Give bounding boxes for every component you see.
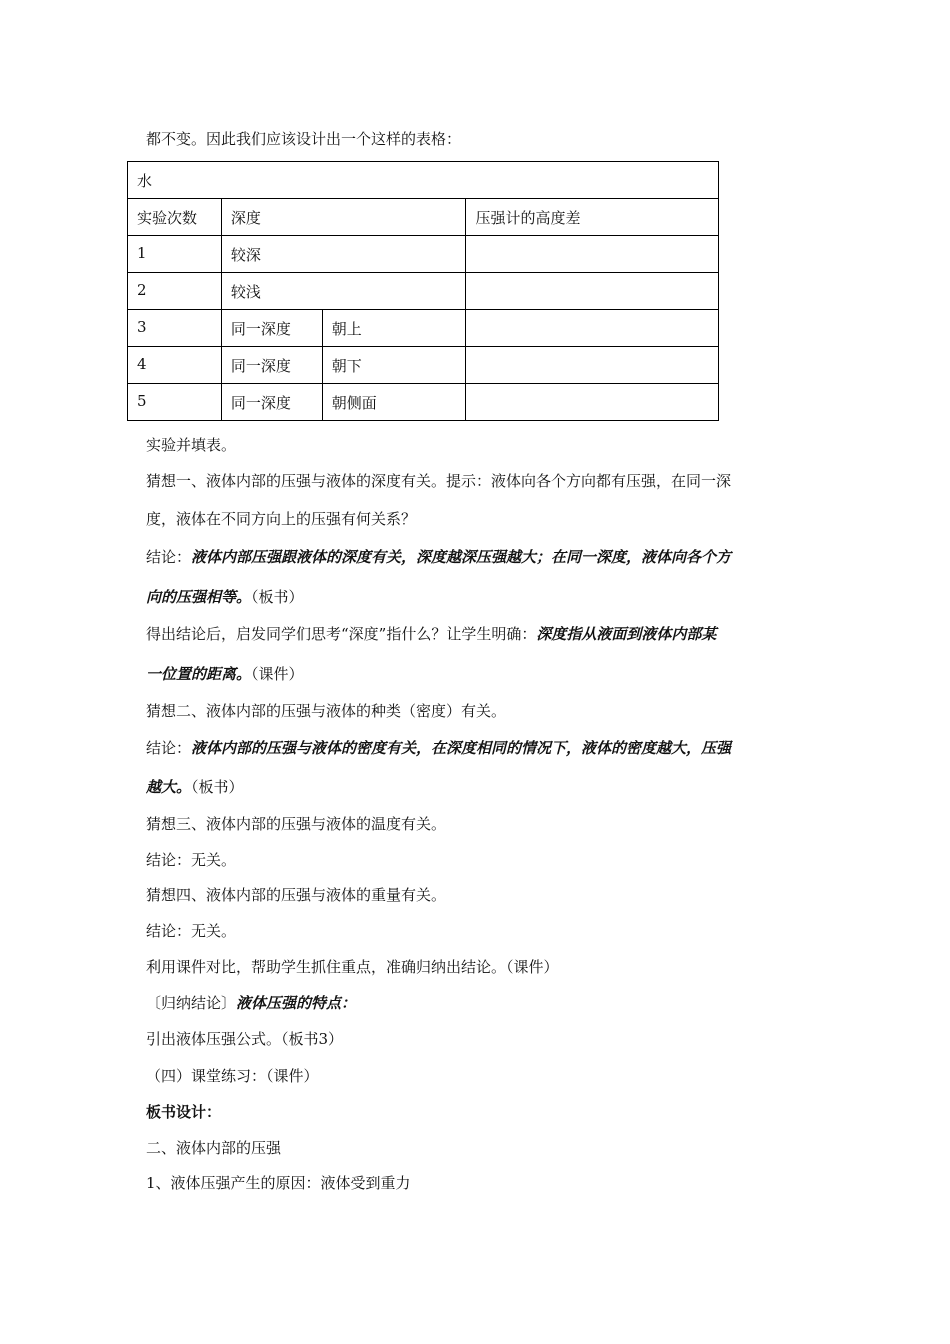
cell-trial: 3: [128, 310, 222, 347]
cell-pressure-diff: [466, 273, 719, 310]
cell-trial: 4: [128, 347, 222, 384]
table-row: [128, 273, 719, 310]
conclusion-emphasis: 越大。: [146, 778, 192, 796]
paragraph: 猜想二、液体内部的压强与液体的种类（密度）有关。: [146, 702, 507, 720]
paragraph: 二、液体内部的压强: [146, 1139, 282, 1157]
cell-direction: 朝上: [322, 310, 466, 347]
cell-pressure-diff: [466, 347, 719, 384]
header-trial: 实验次数: [128, 199, 222, 236]
cell-pressure-diff: [466, 384, 719, 421]
conclusion-2-cont: [146, 777, 244, 797]
conclusion-label: 结论：: [146, 548, 192, 566]
paragraph: 引出液体压强公式。（板书3）: [146, 1030, 344, 1048]
table-title: 水: [128, 162, 719, 199]
paragraph: 结论：无关。: [146, 922, 237, 940]
summary-emphasis: 液体压强的特点：: [236, 994, 357, 1012]
definition-emphasis: 深度指从液面到液体内部某: [536, 625, 717, 643]
paragraph: 猜想一、液体内部的压强与液体的深度有关。提示：液体向各个方向都有压强，在同一深: [146, 472, 732, 490]
cell-trial: 1: [128, 236, 222, 273]
table-row: [128, 384, 719, 421]
cell-pressure-diff: [466, 236, 719, 273]
paragraph: 1、液体压强产生的原因：液体受到重力: [146, 1174, 411, 1192]
table-header-row: [128, 199, 719, 236]
paragraph: 猜想四、液体内部的压强与液体的重量有关。: [146, 886, 447, 904]
conclusion-1: [146, 547, 731, 567]
paragraph: （四）课堂练习：（课件）: [146, 1067, 319, 1085]
intro-text: 都不变。因此我们应该设计出一个这样的表格：: [146, 130, 462, 148]
conclusion-1-cont: [146, 587, 304, 607]
paragraph: [146, 624, 716, 644]
conclusion-emphasis: 液体内部的压强与液体的密度有关，在深度相同的情况下，液体的密度越大，压强: [191, 739, 732, 757]
table-title-row: [128, 162, 719, 199]
header-depth: 深度: [221, 199, 466, 236]
conclusion-label: 结论：: [146, 739, 192, 757]
conclusion-emphasis: 向的压强相等。: [146, 588, 252, 606]
table-row: [128, 347, 719, 384]
note-tag: （板书）: [191, 778, 244, 796]
paragraph: 实验并填表。: [146, 436, 237, 454]
summary-line: [146, 993, 356, 1013]
paragraph: 猜想三、液体内部的压强与液体的温度有关。: [146, 815, 447, 833]
cell-depth: 较深: [221, 236, 466, 273]
paragraph: 结论：无关。: [146, 851, 237, 869]
cell-pressure-diff: [466, 310, 719, 347]
cell-depth: 较浅: [221, 273, 466, 310]
cell-trial: 5: [128, 384, 222, 421]
paragraph: 利用课件对比，帮助学生抓住重点，准确归纳出结论。（课件）: [146, 958, 559, 976]
cell-depth: 同一深度: [221, 384, 322, 421]
table-row: [128, 236, 719, 273]
cell-direction: 朝侧面: [322, 384, 466, 421]
note-tag: （板书）: [251, 588, 304, 606]
paragraph: [146, 664, 304, 684]
conclusion-2: [146, 738, 731, 758]
definition-emphasis: 一位置的距离。: [146, 665, 252, 683]
summary-label: 〔归纳结论〕: [146, 994, 237, 1012]
paragraph: 度，液体在不同方向上的压强有何关系？: [146, 510, 417, 528]
cell-trial: 2: [128, 273, 222, 310]
header-pressure-diff: 压强计的高度差: [466, 199, 719, 236]
conclusion-emphasis: 液体内部压强跟液体的深度有关，深度越深压强越大；在同一深度，液体向各个方: [191, 548, 732, 566]
experiment-table: [127, 161, 719, 421]
cell-direction: 朝下: [322, 347, 466, 384]
table-row: [128, 310, 719, 347]
paragraph-text: 得出结论后，启发同学们思考“深度”指什么？让学生明确：: [146, 625, 537, 643]
note-tag: （课件）: [251, 665, 304, 683]
section-heading: 板书设计：: [146, 1103, 222, 1121]
cell-depth: 同一深度: [221, 310, 322, 347]
cell-depth: 同一深度: [221, 347, 322, 384]
